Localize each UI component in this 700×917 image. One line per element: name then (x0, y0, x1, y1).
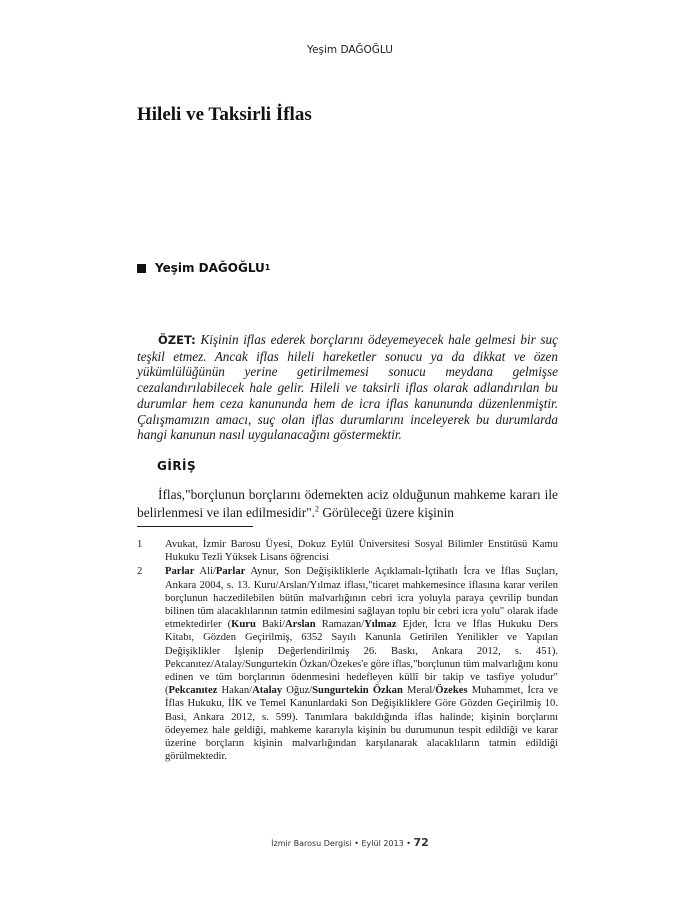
author-name: Yeşim DAĞOĞLU (155, 261, 265, 275)
footnote-author-name: Sungurtekin Özkan (312, 685, 403, 697)
footnote-number: 2 (137, 566, 143, 578)
footnote-text-segment: Ramazan/ (315, 619, 365, 631)
footnote-author-name: Pekcanıtez (168, 685, 218, 697)
footnote-mark: 2 (315, 504, 320, 514)
footnote-rule (137, 526, 253, 527)
footnote-text-segment: Oğuz/ (282, 685, 313, 697)
section-heading: GİRİŞ (157, 459, 197, 473)
abstract (137, 332, 558, 443)
footnote-text-segment: Hakan/ (217, 685, 253, 697)
article-title: Hileli ve Taksirli İflas (137, 104, 312, 125)
abstract-text: Kişinin iflas ederek borçlarını ödeyemeyecek hale gelmesi bir suç teşkil etmez. Ancak iflas hileli hareketler sonucu ya da dikkat ve özen yükümlülüğünün yerine getirilmemesi sonucu meydana gelmişse cezalandırılabilecek hale gelir. Hileli ve taksirli iflas olarak adlandırılan bu durumlar hem ceza kanununda hem de icra iflas kanununda düzenlenmiştir. Çalışmamızın amacı, suç olan iflas durumlarını inceleyerek bu durumlarda hangi kanunun nasıl uygulanacağını göstermektir. (137, 332, 558, 443)
footnote-text-segment: Baki/ (255, 619, 285, 631)
footnote-text-segment: Ejder, İcra ve İflas Hukuku Ders Kitabı, Gözden Geçirilmiş, 6352 Sayılı Kanunla Getirilen Yenilikler ve Yapılan Değişiklikler İşlenip Değerlendirilmiş 26. Baskı, Ankara 2012, s. 451). Pekcanıtez/Atalay/Sungurtekin Özkan/Özekes'e göre iflas,"borçlunun tüm malvarlığını konu edinen ve tüm borçlarının ödenmesini hedefleyen küllî bir takip ve tasfiye yoludur" ( (165, 619, 558, 697)
footnote-2 (137, 565, 558, 763)
bullet-square-icon (137, 264, 146, 273)
footnote-text: Avukat, İzmir Barosu Üyesi, Dokuz Eylül Üniversitesi Sosyal Bilimler Enstitüsü Kamu Hukuku Tezli Yüksek Lisans öğrencisi (165, 539, 558, 564)
footnote-author-name: Parlar (165, 566, 195, 578)
footnote-author-name: Arslan (285, 619, 316, 631)
page-number: 72 (413, 836, 429, 849)
page-footer (0, 836, 700, 849)
footnote-author-name: Yılmaz (364, 619, 397, 631)
abstract-label: ÖZET: (158, 333, 196, 347)
running-head: Yeşim DAĞOĞLU (307, 44, 393, 56)
body-text-before: İflas,"borçlunun borçlarını ödemekten aciz olduğunun mahkeme kararı ile belirlenmesi ve ilan edilmesidir". (137, 487, 558, 520)
footnote-text-segment: Meral/ (402, 685, 436, 697)
footnote-text-segment: Ali/ (194, 566, 216, 578)
footnote-author-name: Özekes (435, 685, 468, 697)
footnote-author-name: Kuru (231, 619, 256, 631)
body-text-after: Görüleceği üzere kişinin (319, 504, 454, 520)
footnote-text (165, 565, 558, 763)
footnote-number: 1 (137, 539, 143, 550)
author-line: Yeşim DAĞOĞLU 1 (137, 261, 270, 275)
footnotes (137, 538, 558, 764)
footnote-text-segment: Aynur, Son Değişikliklerle Açıklamalı-İçtihatlı İcra ve İflas Suçları, Ankara 2004, s. 13. Kuru/Arslan/Yılmaz iflası,"ticaret mahkemesince iflasına karar verilen borçlunun haczedilebilen bütün malvarlığının cebri icra yoluyla paraya çevrilip bundan bilinen tüm alacaklılarının tatmin edilmesini sağlayan toplu bir cebri icra yolu" olarak ifade etmektedirler ( (165, 566, 559, 631)
footnote-1 (137, 538, 558, 564)
footnote-author-name: Atalay (252, 685, 283, 697)
footnote-author-name: Parlar (215, 566, 246, 578)
footnote-text-segment: Muhammet, İcra ve İflas Hukuku, İİK ve Temel Kanunlardaki Son Değişikliklere Göre Gözden Geçirilmiş 10. Basi, Ankara 2012, s. 599). Tanımlara bakıldığında iflas halinde; kişinin borçlarını ödeyemez hale geldiği, mahkeme kararıyla kişinin bu durumunun tespit edildiği ve karar üzerine borçların kişinin malvarlığından karşılanarak alacaklıların tatmin edildiği görülmektedir. (165, 685, 558, 763)
body-paragraph (137, 486, 558, 521)
journal-info: İzmir Barosu Dergisi • Eylül 2013 • (271, 839, 411, 848)
